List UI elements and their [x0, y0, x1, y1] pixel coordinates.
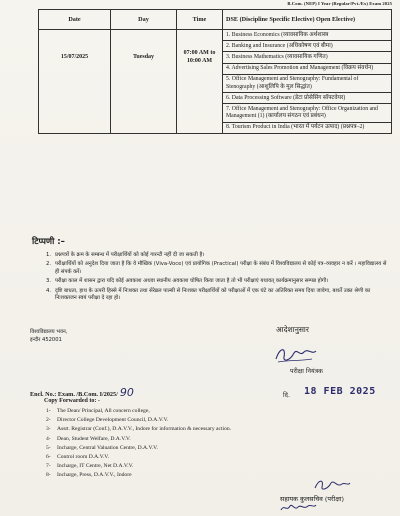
note-text: प्रश्नपत्रों के क्रम के सम्बन्ध में परीक्षार्थियों को कोई गारन्टी नहीं दी जा सकती है। — [55, 252, 205, 258]
recipient-number: 7- — [46, 463, 51, 470]
subject-item: 5. Office Management and Stenography: Fundamental of Stenography (आशुलिपि के मूल सिद्धांत) — [223, 74, 392, 92]
subject-item: 6. Data Processing Software (डेटा प्रोसेसिंग सॉफ्टवेयर) — [223, 93, 392, 104]
list-item — [46, 288, 392, 304]
note-text: परीक्षार्थियों को अनुदेश दिया जाता है कि वे मौखिक (Viva-Voce) एवं प्रायोगिक (Practical) परीक्षा के संबंध में विश्वविद्यालय से कोई पत्र–व्यवहार न करें । महाविद्यालय से ही संपर्क करें। — [55, 261, 387, 276]
address-line: इन्दौर 452001 — [30, 337, 62, 343]
recipient-text: Dean, Student Welfare, D.A.V.V. — [57, 435, 131, 442]
initials-signature — [278, 500, 318, 516]
list-item — [46, 261, 392, 277]
recipient-text: Incharge, Press, D.A.V.V., Indore — [57, 472, 132, 479]
recipient-number: 3- — [46, 426, 51, 433]
assistant-signature — [312, 476, 352, 492]
recipient-text: Incharge, IT Centre, Net D.A.V.V. — [57, 463, 134, 470]
note-number: 2. — [46, 261, 52, 268]
recipient-number: 1- — [46, 408, 51, 414]
note-number: 3. — [46, 278, 52, 285]
order-text: आदेशानुसार — [276, 325, 309, 334]
subject-item: 1. Business Economics (व्यावसायिक अर्थशास्त्र — [223, 30, 392, 41]
university-address — [30, 328, 67, 344]
subject-item: 3. Business Mathematics (व्यावसायिक गणित) — [223, 52, 392, 63]
list-item — [46, 435, 231, 444]
subject-item: 7. Office Management and Stenography: Office Organization and Management (1) (कार्यालय संगठन एवं प्रबंधन) — [223, 104, 392, 122]
subject-item: 2. Banking and Insurance (अधिकोषण एवं बीमा) — [223, 41, 392, 52]
column-header-subjects: DSE (Discipline Specific Elective) Open Elective) — [223, 10, 392, 30]
notes-list — [46, 252, 392, 305]
controller-signature — [272, 343, 320, 365]
recipient-text: Asstt. Registrar (Conf.), D.A.V.V., Indore for information & necessary action. — [57, 426, 232, 433]
exam-header-line: B.Com. (NEP) I Year (Regular/Pvt./Ex) Exam 2025 — [287, 1, 392, 6]
list-item — [46, 453, 231, 462]
note-number: 1. — [46, 252, 52, 258]
note-text: दृष्टि बाधता, हाथ के ऊपरी हिस्से में निःशक्त तथा सेरेब्रल पाल्सी से निःशक्त परीक्षार्थियों को परीक्षाओं में एक घंटे का अतिरिक्त समय दिया जावेगा, बशर्ते उक्त श्रेणी का निःशक्तजन स्वयं परीक्षा दे रहा हो। — [55, 287, 371, 302]
schedule-table — [38, 9, 392, 134]
recipient-list — [46, 407, 231, 481]
list-item — [46, 425, 231, 434]
enclosure-handwritten-number: 90 — [119, 386, 134, 399]
date-label: दि. — [283, 392, 290, 399]
recipient-number: 5- — [46, 444, 51, 451]
recipient-text: The Dean/ Principal, All concern college, — [57, 408, 150, 414]
column-header-day: Day — [111, 10, 177, 30]
list-item — [46, 471, 231, 480]
recipient-number: 4- — [46, 435, 51, 442]
notes-title: टिप्पणी :– — [32, 237, 65, 247]
exam-time: 07:00 AM to 10:00 AM — [177, 30, 223, 134]
copy-forwarded-title: Copy Forwarded to: - — [44, 398, 100, 404]
list-item — [46, 462, 231, 471]
recipient-text: Incharge, Central Valuation Centre, D.A.V.V. — [57, 444, 158, 451]
subject-item: 4. Advertising Sales Promotion and Management (विक्रय संवर्धन) — [223, 63, 392, 74]
assistant-registrar-title: सहायक कुलसचिव (परीक्षा) — [280, 495, 344, 503]
note-number: 4. — [46, 287, 52, 294]
recipient-number: 2- — [46, 417, 51, 424]
exam-date: 15/07/2025 — [39, 30, 111, 134]
note-text: परीक्षा काल में शासन द्वारा यदि कोई अवकाश अथवा स्थानीय अवकाश घोषित किया जाता है तो भी परीक्षाएं यथावत् कार्यक्रमानुसार सम्पन्न होगी। — [55, 278, 329, 285]
schedule-header-row — [39, 10, 392, 30]
recipient-text: Control room D.A.V.V. — [57, 454, 110, 461]
enclosure-text: Encl. No.: Exam. /B.Com. I/2025/ — [30, 391, 118, 398]
list-item — [46, 252, 392, 260]
recipient-number: 6- — [46, 454, 51, 461]
subject-item: 8. Tourism Product in India (भारत में पर्यटन उत्पाद) (प्रश्नपत्र–2) — [223, 122, 392, 133]
recipient-text: Director College Development Council, D.A.V.V. — [57, 417, 169, 424]
list-item — [46, 444, 231, 453]
column-header-time: Time — [177, 10, 223, 30]
list-item — [46, 278, 392, 286]
recipient-number: 8- — [46, 472, 51, 479]
date-stamp: 18 FEB 2025 — [304, 386, 376, 397]
list-item — [46, 407, 231, 416]
table-row — [39, 30, 392, 41]
controller-title: परीक्षा नियंत्रक — [290, 368, 324, 375]
column-header-date: Date — [39, 10, 111, 30]
list-item — [46, 416, 231, 425]
exam-day: Tuesday — [111, 30, 177, 134]
address-line: विश्वविद्यालय भवन, — [30, 329, 68, 335]
